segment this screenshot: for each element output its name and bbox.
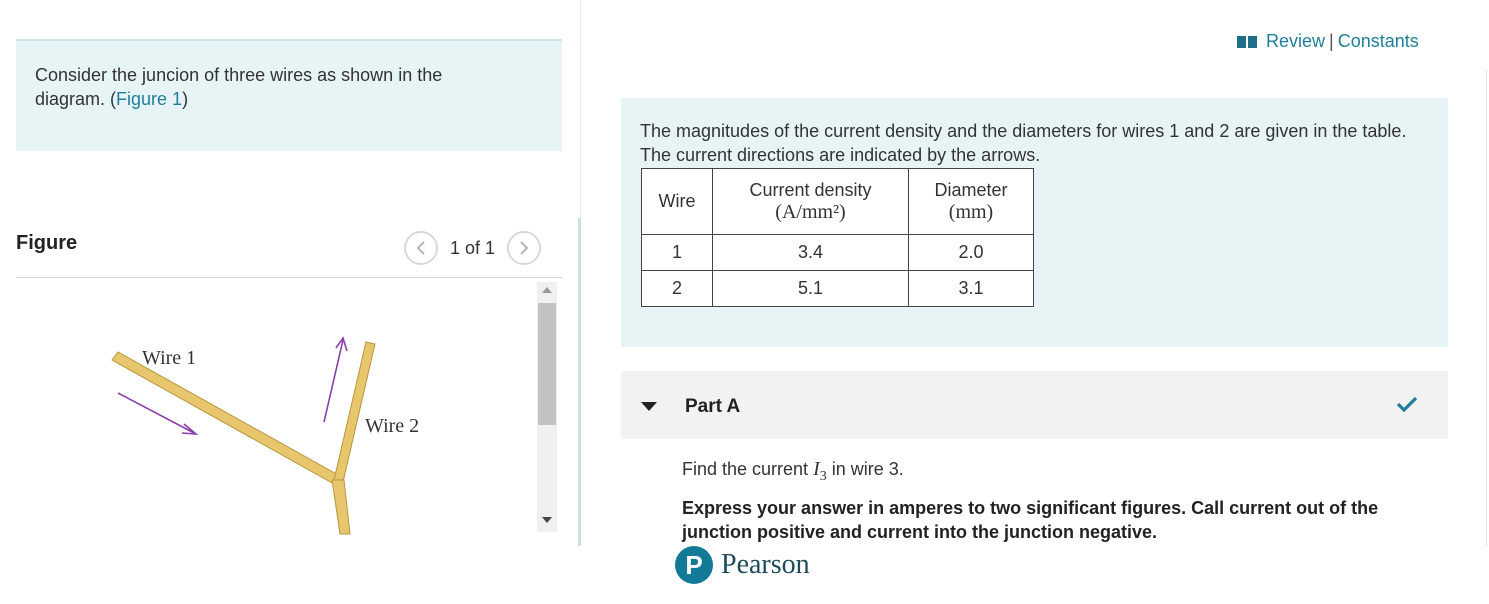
table-row: [642, 271, 1034, 307]
header-wire: Wire: [642, 169, 713, 235]
table-row: [642, 235, 1034, 271]
review-constants-links: [1236, 31, 1419, 52]
pane-divider-top: [580, 0, 581, 218]
wire-3: [332, 480, 350, 534]
header-diameter-unit: (mm): [948, 200, 994, 223]
intro-text: Consider the juncion of three wires as shown in the diagram. (Figure 1): [35, 65, 443, 109]
constants-link[interactable]: Constants: [1337, 31, 1419, 51]
scrollbar-thumb[interactable]: [538, 303, 556, 425]
problem-text: The magnitudes of the current density and the diameters for wires 1 and 2 are given in the table. The current directions are indicated by the arrows.: [640, 121, 1407, 165]
cell-density: 5.1: [713, 271, 909, 307]
intro-panel: [16, 39, 562, 151]
scroll-up-icon[interactable]: [541, 286, 553, 294]
cell-density: 3.4: [713, 235, 909, 271]
pane-divider[interactable]: [578, 218, 581, 546]
cell-diameter: 2.0: [909, 235, 1034, 271]
scroll-down-icon[interactable]: [541, 516, 553, 524]
table-header-row: [642, 169, 1034, 235]
header-density-label: Current density: [749, 179, 872, 200]
wire-2: [334, 342, 375, 482]
header-density: [713, 169, 909, 235]
wire-junction-diagram: [100, 330, 440, 540]
figure-link[interactable]: Figure 1: [116, 89, 183, 109]
book-icon: [1236, 34, 1258, 50]
part-a-header[interactable]: [621, 371, 1448, 439]
right-edge-divider: [1486, 70, 1487, 546]
chevron-left-icon: [415, 240, 427, 256]
figure-divider: [16, 277, 562, 278]
wire-2-arrow: [324, 338, 347, 422]
wire-1-label: Wire 1: [142, 347, 197, 369]
review-link[interactable]: Review: [1266, 31, 1326, 51]
current-variable: $I_3$: [813, 458, 827, 484]
pager-text: 1 of 1: [450, 237, 496, 258]
pearson-logo-icon: P: [675, 546, 713, 584]
part-title: Part A: [685, 396, 741, 417]
instructions-text: Express your answer in amperes to two significant figures. Call current out of the junction positive and current into the junction negative.: [682, 498, 1379, 542]
prev-figure-button[interactable]: [404, 231, 438, 265]
header-diameter-label: Diameter: [934, 179, 1008, 200]
cell-wire: 2: [642, 271, 713, 307]
figure-pager: [404, 230, 541, 266]
header-diameter: [909, 169, 1034, 235]
data-table: [641, 168, 1034, 307]
header-density-unit: (A/mm²): [775, 200, 846, 223]
pearson-brand: [675, 546, 810, 584]
checkmark-icon: [1396, 395, 1418, 413]
problem-panel: [621, 98, 1448, 347]
next-figure-button[interactable]: [507, 231, 541, 265]
pearson-name: Pearson: [721, 549, 810, 580]
figure-title: Figure: [16, 232, 78, 254]
collapse-triangle-icon[interactable]: [641, 402, 657, 411]
cell-wire: 1: [642, 235, 713, 271]
cell-diameter: 3.1: [909, 271, 1034, 307]
chevron-right-icon: [518, 240, 530, 256]
question-text: Find the current $I_3$ in wire 3.: [682, 458, 904, 484]
link-separator: |: [1329, 31, 1334, 51]
wire-2-label: Wire 2: [365, 415, 420, 437]
wire-1: [112, 352, 340, 484]
